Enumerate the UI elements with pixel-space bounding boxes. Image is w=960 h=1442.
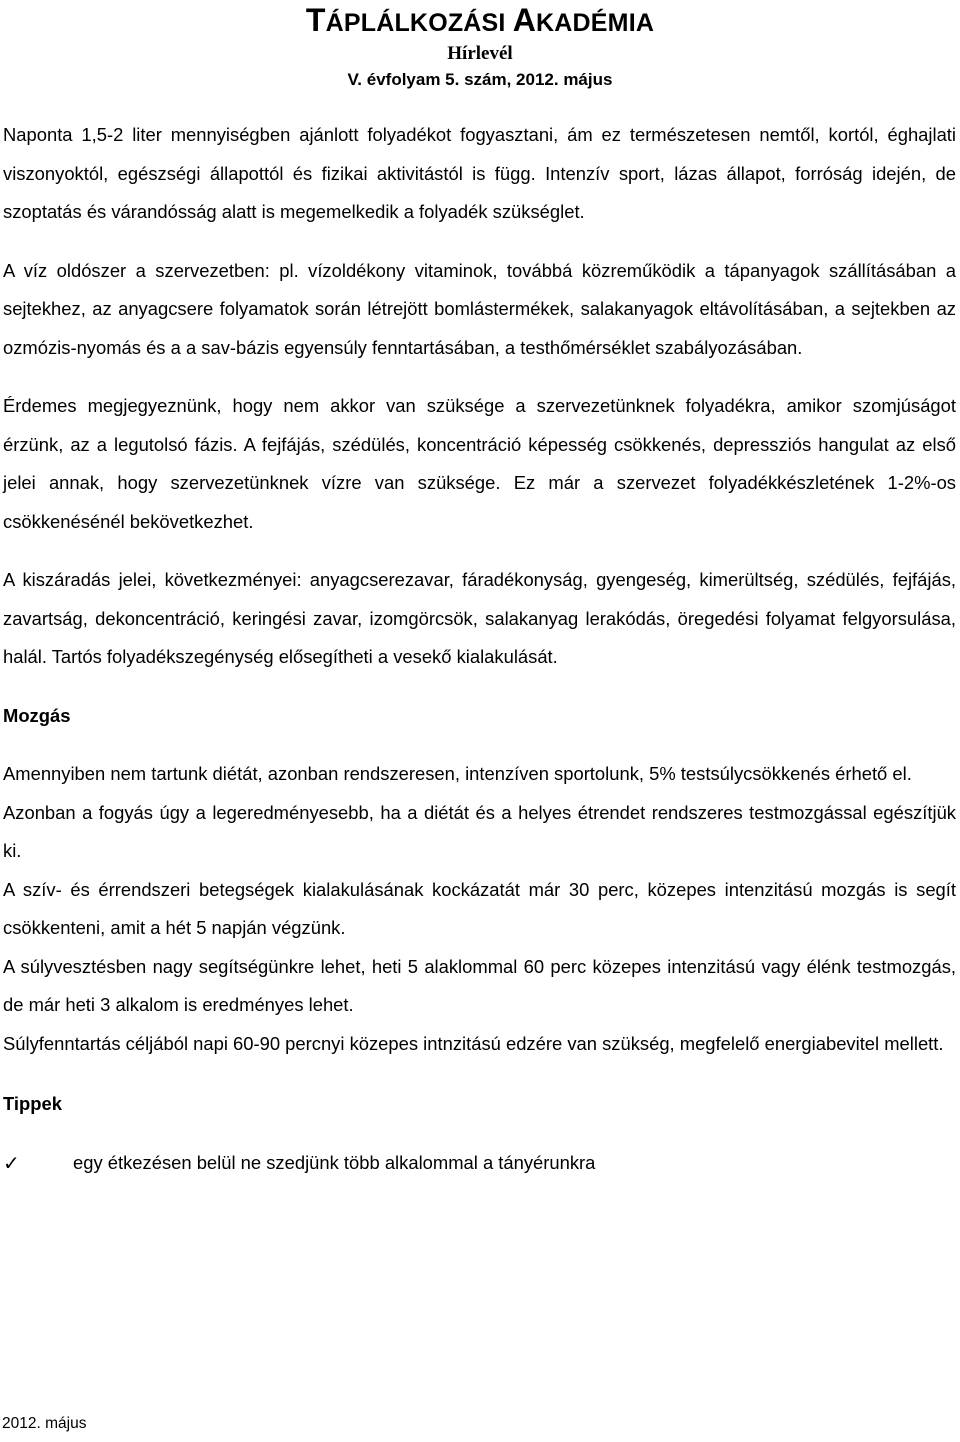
newsletter-title	[0, 2, 960, 41]
mozgas-item: Súlyfenntartás céljából napi 60-90 percnyi közepes intnzitású edzére van szükség, megfelelő energiabevitel mellett.	[3, 1032, 944, 1054]
mozgas-item: Azonban a fogyás úgy a legeredményesebb, ha a diétát és a helyes étrendet rendszeres testmozgással egészítjük ki.	[3, 801, 956, 861]
paragraph-dehydration: A kiszáradás jelei, következményei: anyagcserezavar, fáradékonyság, gyengeség, kimerültség, szédülés, fejfájás, zavartság, dekoncentráció, keringési zavar, izomgörcsök, salakanyag lerakódás, öregedési folyamat felgyorsulása, halál. Tartós folyadékszegénység elősegítheti a vesekő kialakulását.	[3, 569, 956, 667]
section-heading-tippek: Tippek	[3, 1093, 62, 1114]
checkmark-icon: ✓	[3, 1150, 20, 1175]
newsletter-subtitle: Hírlevél	[447, 43, 513, 64]
mozgas-item: A súlyvesztésben nagy segítségünkre lehet, heti 5 alaklommal 60 perc közepes intenzitású vagy élénk testmozgás, de már heti 3 alkalom is eredményes lehet.	[3, 955, 956, 1015]
title-part-1: ÁPLÁLKOZÁSI	[325, 9, 513, 37]
section-heading-mozgas: Mozgás	[3, 704, 71, 726]
tip-item	[3, 1144, 956, 1182]
title-initial-a: A	[512, 2, 537, 38]
mozgas-item: Amennyiben nem tartunk diétát, azonban rendszeresen, intenzíven sportolunk, 5% testsúlycsökkenés érhető el.	[3, 763, 912, 784]
issue-line: V. évfolyam 5. szám, 2012. május	[347, 70, 613, 89]
paragraph-solvent: A víz oldószer a szervezetben: pl. vízoldékony vitaminok, továbbá közreműködik a tápanyagok szállításában a sejtekhez, az anyagcsere folyamatok során létrejött bomlástermékek, salakanyagok eltávolításában, a sejtekben az ozmózis-nyomás és a a sav-bázis egyensúly fenntartásában, a testhőmérséklet szabályozásában.	[3, 259, 956, 358]
mozgas-item: A szív- és érrendszeri betegségek kialakulásának kockázatát már 30 perc, közepes intenzitású mozgás is segít csökkenteni, amit a hét 5 napján végzünk.	[3, 878, 956, 938]
page-footer-date: 2012. május	[2, 1415, 87, 1432]
newsletter-header	[0, 2, 960, 91]
tip-text: egy étkezésen belül ne szedjünk több alkalommal a tányérunkra	[73, 1151, 596, 1173]
paragraph-thirst: Érdemes megjegyeznünk, hogy nem akkor van szüksége a szervezetünknek folyadékra, amikor szomjúságot érzünk, az a legutolsó fázis. A fejfájás, szédülés, koncentráció képesség csökkenés, depressziós hangulat az első jelei annak, hogy szervezetünknek vízre van szüksége. Ez már a szervezet folyadékkészletének 1-2%-os csökkenésénél bekövetkezhet.	[3, 395, 956, 532]
paragraph-intake: Naponta 1,5-2 liter mennyiségben ajánlott folyadékot fogyasztani, ám ez természetesen nemtől, kortól, éghajlati viszonyoktól, egészségi állapottól és fizikai aktivitástól is függ. Intenzív sport, lázas állapot, forróság idején, de szoptatás és várandósság alatt is megemelkedik a folyadék szükséglet.	[3, 124, 956, 222]
title-part-2: KADÉMIA	[536, 9, 655, 37]
title-initial-t: T	[305, 2, 326, 38]
article-body	[3, 116, 956, 1182]
